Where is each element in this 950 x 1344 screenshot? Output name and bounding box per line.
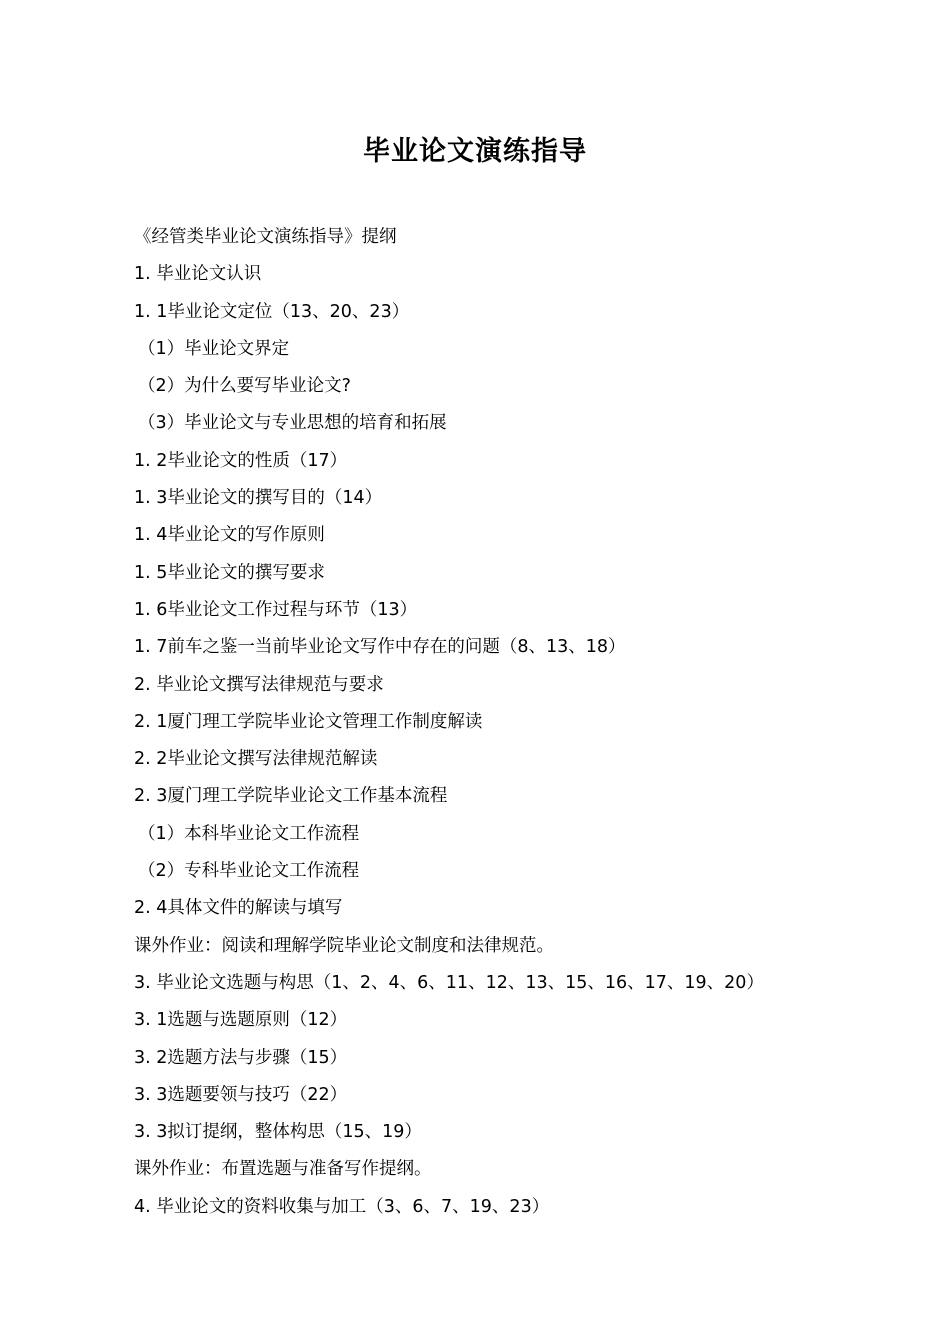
outline-item: 《经管类毕业论文演练指导》提纲: [134, 227, 397, 247]
outline-subitem: （2）为什么要写毕业论文?: [138, 376, 351, 397]
outline-item: 1. 毕业论文认识: [134, 264, 262, 285]
outline-item: 课外作业：阅读和理解学院毕业论文制度和法律规范。: [134, 935, 554, 956]
outline-item: 3. 1选题与选题原则（12）: [134, 1010, 348, 1031]
outline-item: 2. 3厦门理工学院毕业论文工作基本流程: [134, 786, 448, 807]
outline-item: 1. 2毕业论文的性质（17）: [134, 450, 348, 471]
outline-item: 1. 1毕业论文定位（13、20、23）: [134, 301, 410, 322]
outline-item: 课外作业：布置选题与准备写作提纲。: [134, 1159, 432, 1180]
outline-item: 1. 5毕业论文的撰写要求: [134, 562, 325, 583]
outline-item: 2. 1厦门理工学院毕业论文管理工作制度解读: [134, 711, 483, 732]
outline-subitem: （3）毕业论文与专业思想的培育和拓展: [138, 413, 447, 434]
outline-item: 3. 毕业论文选题与构思（1、2、4、6、11、12、13、15、16、17、19、20）: [134, 972, 764, 993]
outline-item: 3. 2选题方法与步骤（15）: [134, 1047, 348, 1068]
outline-list: [134, 219, 914, 1226]
outline-item: 1. 6毕业论文工作过程与环节（13）: [134, 599, 418, 620]
outline-item: 2. 毕业论文撰写法律规范与要求: [134, 674, 384, 695]
outline-subitem: （2）专科毕业论文工作流程: [138, 861, 360, 882]
outline-item: 4. 毕业论文的资料收集与加工（3、6、7、19、23）: [134, 1196, 550, 1217]
outline-item: 3. 3选题要领与技巧（22）: [134, 1084, 348, 1105]
outline-subitem: （1）毕业论文界定: [138, 338, 290, 359]
page-title: 毕业论文演练指导: [363, 136, 587, 167]
outline-item: 1. 4毕业论文的写作原则: [134, 525, 325, 546]
outline-item: 2. 4具体文件的解读与填写: [134, 898, 343, 919]
outline-subitem: （1）本科毕业论文工作流程: [138, 823, 360, 844]
outline-item: 1. 7前车之鉴一当前毕业论文写作中存在的问题（8、13、18）: [134, 637, 626, 658]
outline-item: 3. 3拟订提纲，整体构思（15、19）: [134, 1122, 422, 1143]
outline-item: 1. 3毕业论文的撰写目的（14）: [134, 488, 383, 509]
outline-item: 2. 2毕业论文撰写法律规范解读: [134, 749, 378, 770]
